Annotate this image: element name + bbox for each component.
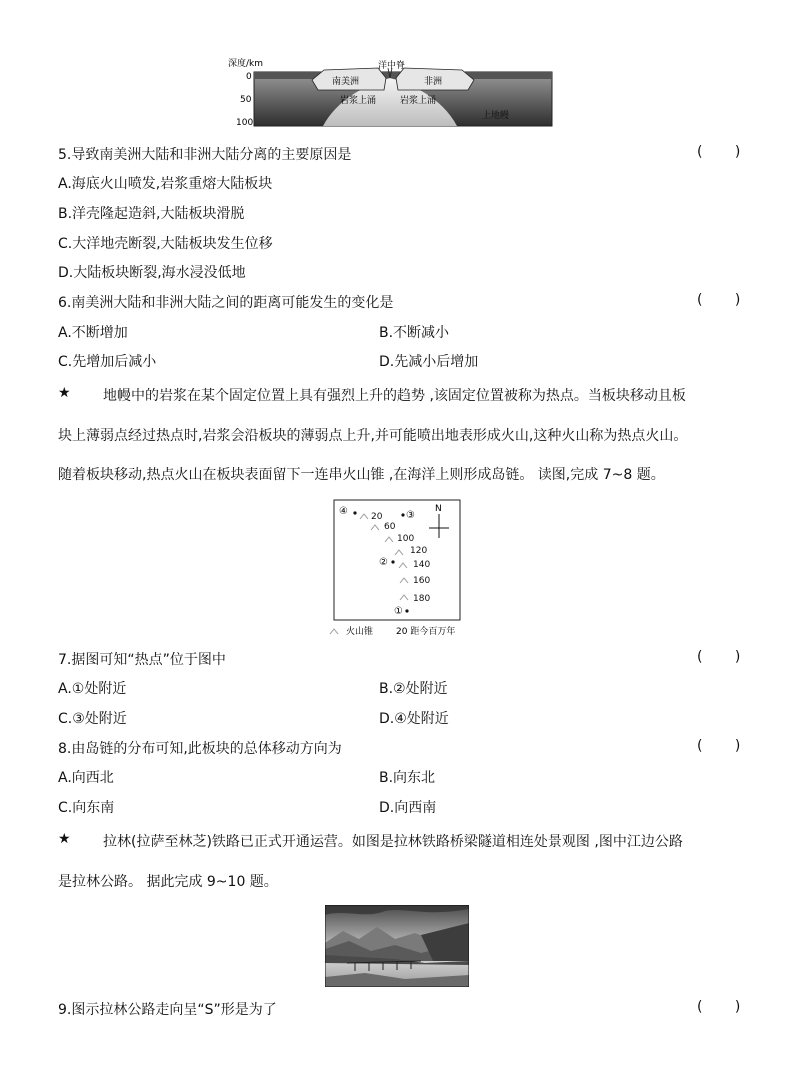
south-america-label: 南美洲 <box>332 77 360 87</box>
q7-option-c: C.③处附近 <box>58 711 127 727</box>
ridge-label: 洋中脊 <box>378 61 406 71</box>
point-4-label: ④ <box>339 506 348 517</box>
magma-label-right: 岩浆上涌 <box>400 96 437 106</box>
age-120: 120 <box>410 546 428 556</box>
passage1-star: ★ <box>58 385 71 401</box>
q5-option-c: C.大洋地壳断裂,大陆板块发生位移 <box>58 236 273 252</box>
q8-option-c: C.向东南 <box>58 800 115 816</box>
legend-age-label: 20 距今百万年 <box>396 627 456 637</box>
age-160: 160 <box>413 576 431 586</box>
q7-stem: 7.据图可知“热点”位于图中 <box>58 652 226 668</box>
north-label: N <box>435 504 442 514</box>
q7-option-d: D.④处附近 <box>379 711 449 727</box>
passage1-line3: 随着板块移动,热点火山在板块表面留下一连串火山锥 ,在海洋上则形成岛链。 读图,完成 7~8 题。 <box>58 467 665 483</box>
q8-option-b: B.向东北 <box>379 770 436 786</box>
q6-option-d: D.先减小后增加 <box>379 354 479 370</box>
age-140: 140 <box>413 560 431 570</box>
q7-option-b: B.②处附近 <box>379 681 448 697</box>
q7-answer-paren: ( ) <box>697 649 755 665</box>
q9-stem: 9.图示拉林公路走向呈“S”形是为了 <box>58 1002 277 1018</box>
q8-option-d: D.向西南 <box>379 800 437 816</box>
point-3-dot <box>401 513 404 516</box>
africa-label: 非洲 <box>424 77 443 87</box>
q6-stem: 6.南美洲大陆和非洲大陆之间的距离可能发生的变化是 <box>58 295 394 311</box>
depth-tick-50: 50 <box>240 95 252 105</box>
magma-label-left: 岩浆上涌 <box>340 96 377 106</box>
point-4-dot <box>353 511 356 514</box>
q6-option-a: A.不断增加 <box>58 325 128 341</box>
passage1-line2: 块上薄弱点经过热点时,岩浆会沿板块的薄弱点上升,并可能喷出地表形成火山,这种火山称为热点火山。 <box>58 428 688 444</box>
point-1-label: ① <box>394 606 403 617</box>
point-2-label: ② <box>379 557 388 568</box>
age-100: 100 <box>397 534 415 544</box>
q5-stem: 5.导致南美洲大陆和非洲大陆分离的主要原因是 <box>58 147 352 163</box>
q5-option-b: B.洋壳隆起造斜,大陆板块滑脱 <box>58 206 245 222</box>
point-3-label: ③ <box>406 510 415 521</box>
age-60: 60 <box>384 522 396 532</box>
q8-option-a: A.向西北 <box>58 770 114 786</box>
figure-hotspot-chain <box>326 497 472 639</box>
age-20: 20 <box>371 512 383 522</box>
q5-answer-paren: ( ) <box>697 144 755 160</box>
figure-lalin-railway-photo <box>325 905 469 987</box>
q5-option-a: A.海底火山喷发,岩浆重熔大陆板块 <box>58 176 273 192</box>
q7-option-a: A.①处附近 <box>58 681 127 697</box>
q5-option-d: D.大陆板块断裂,海水浸没低地 <box>58 265 246 281</box>
point-1-dot <box>405 609 408 612</box>
q8-answer-paren: ( ) <box>697 738 755 754</box>
passage2-star: ★ <box>58 831 71 847</box>
q9-answer-paren: ( ) <box>697 999 755 1015</box>
depth-tick-100: 100 <box>236 118 254 128</box>
figure-mid-ocean-ridge <box>228 56 554 128</box>
depth-label: 深度/km <box>228 59 264 69</box>
passage2-line1: 拉林(拉萨至林芝)铁路已正式开通运营。如图是拉林铁路桥梁隧道相连处景观图 ,图中江边公路 <box>103 834 683 850</box>
q8-stem: 8.由岛链的分布可知,此板块的总体移动方向为 <box>58 741 342 757</box>
q6-answer-paren: ( ) <box>697 292 755 308</box>
passage1-line1: 地幔中的岩浆在某个固定位置上具有强烈上升的趋势 ,该固定位置被称为热点。当板块移动且板 <box>103 388 686 404</box>
point-2-dot <box>391 560 394 563</box>
q6-option-b: B.不断减小 <box>379 325 450 341</box>
passage2-line2: 是拉林公路。 据此完成 9~10 题。 <box>58 874 278 890</box>
age-180: 180 <box>413 594 431 604</box>
legend-cone-label: 火山锥 <box>346 627 374 637</box>
q6-option-c: C.先增加后减小 <box>58 354 157 370</box>
legend-cone-icon <box>330 629 338 634</box>
mantle-label: 上地幔 <box>482 111 510 121</box>
depth-tick-0: 0 <box>246 72 252 82</box>
